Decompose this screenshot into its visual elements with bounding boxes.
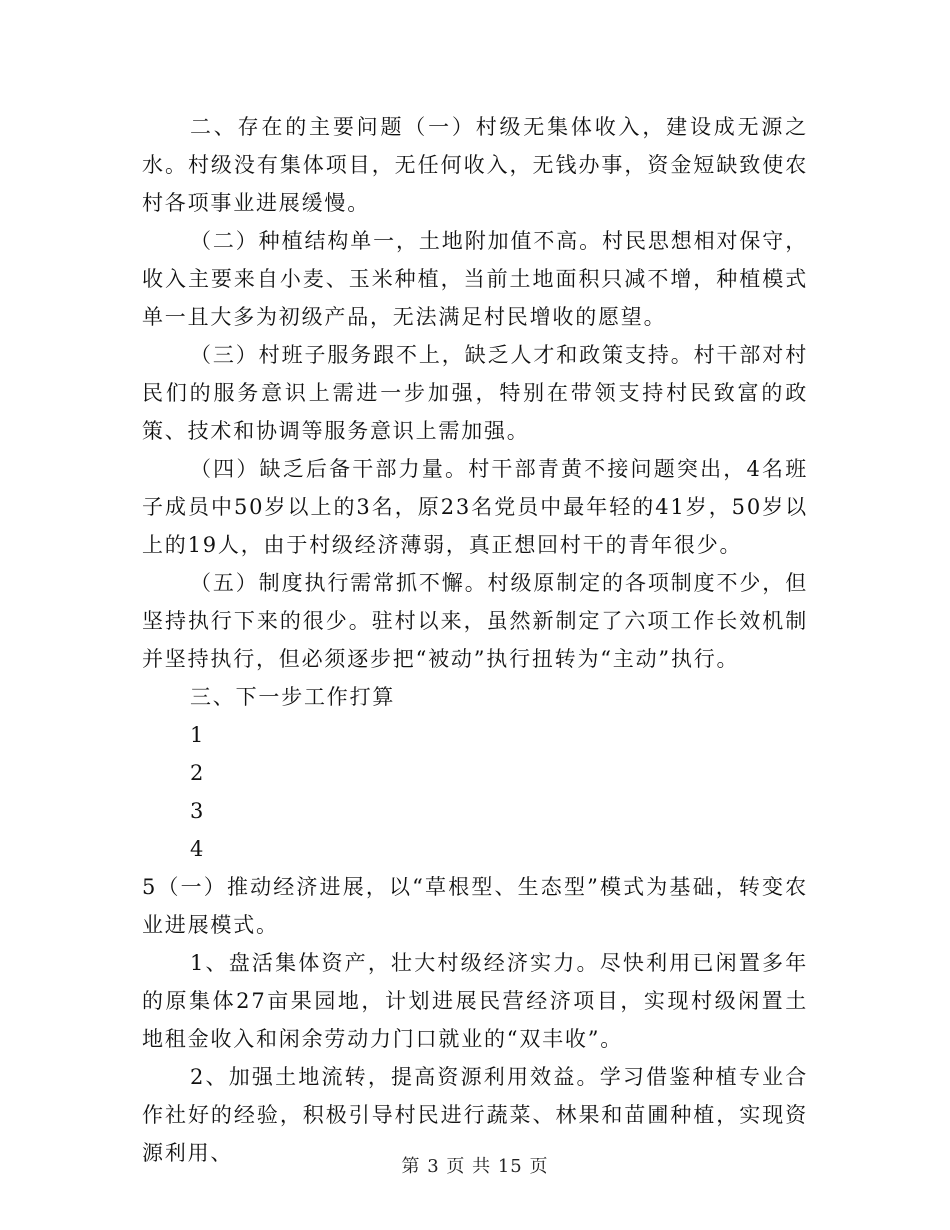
page-footer bbox=[0, 1152, 950, 1178]
paragraph-land-transfer: 2、加强土地流转，提高资源利用效益。学习借鉴种植专业合作社好的经验，积极引导村民进行蔬菜、林果和苗圃种植，实现资源利用、 bbox=[142, 1065, 808, 1165]
paragraph-collective-assets: 1、盘活集体资产，壮大村级经济实力。尽快利用已闲置多年的原集体27亩果园地，计划进展民营经济项目，实现村级闲置土地租金收入和闲余劳动力门口就业的“双丰收”。 bbox=[142, 951, 808, 1051]
list-number-2: 2 bbox=[190, 761, 206, 785]
paragraph-village-team-service: （三）村班子服务跟不上，缺乏人才和政策支持。村干部对村民们的服务意识上需进一步加强，特别在带领支持村民致富的政策、技术和协调等服务意识上需加强。 bbox=[142, 343, 808, 443]
paragraph-reserve-cadres: （四）缺乏后备干部力量。村干部青黄不接问题突出，4名班子成员中50岁以上的3名，原23名党员中最年轻的41岁，50岁以上的19人，由于村级经济薄弱，真正想回村干的青年很少。 bbox=[142, 457, 808, 557]
page-number-label: 第 3 页 共 15 页 bbox=[401, 1156, 549, 1177]
list-number-3: 3 bbox=[190, 799, 206, 823]
section-heading-next-steps: 三、下一步工作打算 bbox=[190, 685, 396, 709]
paragraph-problems-intro: 二、存在的主要问题（一）村级无集体收入，建设成无源之水。村级没有集体项目，无任何收入，无钱办事，资金短缺致使农村各项事业进展缓慢。 bbox=[142, 115, 808, 215]
list-number-4: 4 bbox=[190, 837, 206, 861]
paragraph-system-execution: （五）制度执行需常抓不懈。村级原制定的各项制度不少，但坚持执行下来的很少。驻村以来，虽然新制定了六项工作长效机制并坚持执行，但必须逐步把“被动”执行扭转为“主动”执行。 bbox=[142, 571, 808, 671]
document-body bbox=[142, 108, 808, 1172]
list-number-1: 1 bbox=[190, 723, 206, 747]
paragraph-planting-structure: （二）种植结构单一，土地附加值不高。村民思想相对保守，收入主要来自小麦、玉米种植，当前土地面积只减不增，种植模式单一且大多为初级产品，无法满足村民增收的愿望。 bbox=[142, 229, 808, 329]
paragraph-economic-development: 5（一）推动经济进展，以“草根型、生态型”模式为基础，转变农业进展模式。 bbox=[142, 875, 808, 937]
